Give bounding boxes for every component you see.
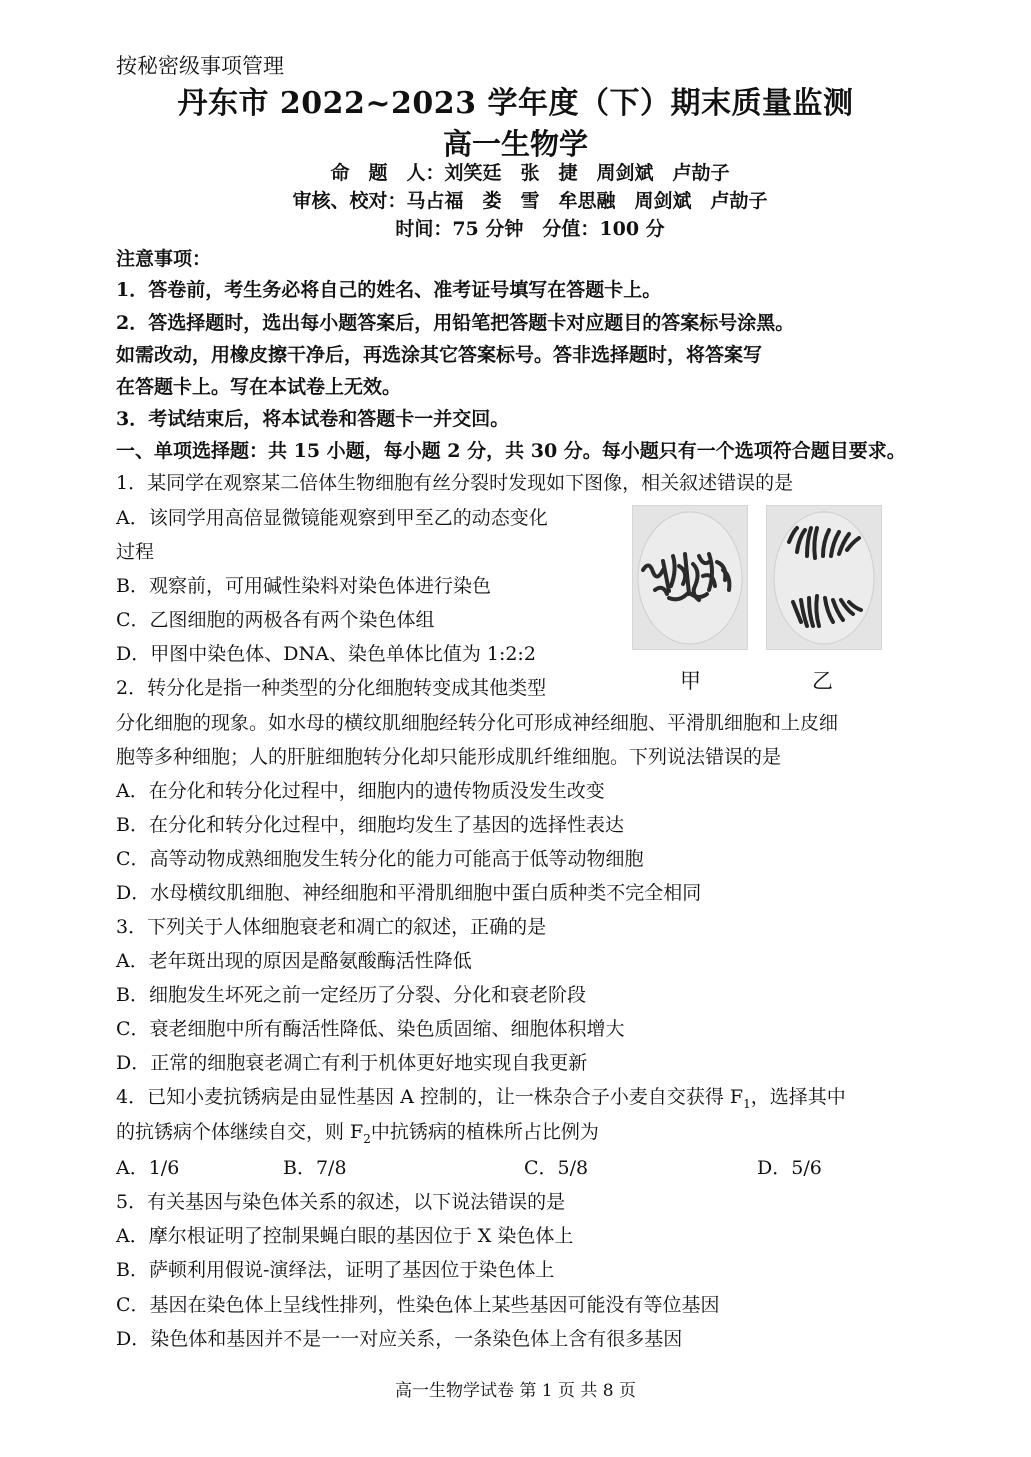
notes-item: 如需改动，用橡皮擦干净后，再选涂其它答案标号。答非选择题时，将答案写 — [116, 344, 763, 366]
exam-time-score: 时间：75 分钟 分值：100 分 — [395, 218, 665, 240]
secret-level-label: 按秘密级事项管理 — [116, 54, 284, 78]
question-1-option-b: B．观察前，可用碱性染料对染色体进行染色 — [116, 575, 491, 597]
question-5-option-c: C．基因在染色体上呈线性排列，性染色体上某些基因可能没有等位基因 — [116, 1294, 720, 1316]
question-3-stem: 3．下列关于人体细胞衰老和凋亡的叙述，正确的是 — [116, 916, 547, 938]
cell-image-yi — [766, 505, 882, 650]
question-1-option-d: D．甲图中染色体、DNA、染色单体比值为 1:2:2 — [116, 643, 536, 665]
question-3-option-a: A．老年斑出现的原因是酪氨酸酶活性降低 — [116, 950, 472, 972]
notes-item: 在答题卡上。写在本试卷上无效。 — [116, 376, 402, 398]
notes-heading: 注意事项： — [116, 248, 212, 270]
question-5-option-d: D．染色体和基因并不是一一对应关系，一条染色体上含有很多基因 — [116, 1328, 683, 1350]
exam-title: 丹东市 2022~2023 学年度（下）期末质量监测 — [177, 86, 854, 121]
question-2-stem-cont: 分化细胞的现象。如水母的横纹肌细胞经转分化可形成神经细胞、平滑肌细胞和上皮细 — [116, 712, 839, 734]
question-5-option-b: B．萨顿利用假说-演绎法，证明了基因位于染色体上 — [116, 1259, 555, 1281]
question-5-option-a: A．摩尔根证明了控制果蝇白眼的基因位于 X 染色体上 — [116, 1225, 574, 1247]
question-1-option-a-cont: 过程 — [116, 541, 155, 563]
exam-subject: 高一生物学 — [442, 127, 588, 161]
subscript: 1 — [743, 1096, 751, 1111]
question-4-stem-text: 中抗锈病的植株所占比例为 — [370, 1121, 599, 1143]
question-4-stem-text: 4．已知小麦抗锈病是由显性基因 A 控制的，让一株杂合子小麦自交获得 F — [116, 1086, 744, 1108]
question-4-stem-text: 的抗锈病个体继续自交，则 F — [116, 1121, 364, 1143]
page-footer: 高一生物学试卷 第 1 页 共 8 页 — [394, 1381, 637, 1401]
subscript: 2 — [363, 1131, 371, 1146]
question-5-stem: 5．有关基因与染色体关系的叙述，以下说法错误的是 — [116, 1191, 566, 1213]
figure-label-jia: 甲 — [680, 669, 701, 693]
notes-item: 3．考试结束后，将本试卷和答题卡一并交回。 — [116, 408, 510, 430]
notes-item: 1．答卷前，考生务必将自己的姓名、准考证号填写在答题卡上。 — [116, 279, 662, 301]
question-2-stem: 2．转分化是指一种类型的分化细胞转变成其他类型 — [116, 677, 547, 699]
question-3-option-b: B．细胞发生坏死之前一定经历了分裂、分化和衰老阶段 — [116, 984, 586, 1006]
question-4-stem — [116, 1082, 846, 1111]
question-3-option-c: C．衰老细胞中所有酶活性降低、染色质固缩、细胞体积增大 — [116, 1018, 625, 1040]
question-1-option-a: A．该同学用高倍显微镜能观察到甲至乙的动态变化 — [116, 507, 548, 529]
question-4-option-b: B．7/8 — [283, 1157, 347, 1179]
question-4-option-a: A．1/6 — [116, 1157, 180, 1179]
exam-reviewers: 审核、校对：马占福 娄 雪 牟思融 周剑斌 卢劼子 — [292, 190, 768, 212]
question-1-stem: 1．某同学在观察某二倍体生物细胞有丝分裂时发现如下图像，相关叙述错误的是 — [116, 472, 794, 494]
question-4-option-c: C．5/8 — [524, 1157, 589, 1179]
section-heading: 一、单项选择题：共 15 小题，每小题 2 分，共 30 分。每小题只有一个选项符合题目要求。 — [116, 440, 906, 462]
question-4-stem-text: ，选择其中 — [750, 1086, 846, 1108]
cell-image-jia — [632, 505, 748, 650]
exam-authors: 命 题 人：刘笑廷 张 捷 周剑斌 卢劼子 — [330, 162, 730, 184]
question-2-option-a: A．在分化和转分化过程中，细胞内的遗传物质没发生改变 — [116, 780, 605, 802]
question-2-option-c: C．高等动物成熟细胞发生转分化的能力可能高于低等动物细胞 — [116, 848, 644, 870]
figure-label-yi: 乙 — [812, 669, 833, 693]
notes-item: 2．答选择题时，选出每小题答案后，用铅笔把答题卡对应题目的答案标号涂黑。 — [116, 312, 795, 334]
question-4-option-d: D．5/6 — [757, 1157, 822, 1179]
question-2-option-d: D．水母横纹肌细胞、神经细胞和平滑肌细胞中蛋白质种类不完全相同 — [116, 882, 702, 904]
question-2-stem-cont: 胞等多种细胞；人的肝脏细胞转分化却只能形成肌纤维细胞。下列说法错误的是 — [116, 746, 782, 768]
metaphase-chromosomes-image — [633, 506, 747, 649]
question-4-stem-cont — [116, 1117, 599, 1146]
question-3-option-d: D．正常的细胞衰老凋亡有利于机体更好地实现自我更新 — [116, 1052, 588, 1074]
anaphase-chromosomes-image — [767, 506, 881, 649]
question-1-option-c: C．乙图细胞的两极各有两个染色体组 — [116, 609, 435, 631]
question-2-option-b: B．在分化和转分化过程中，细胞均发生了基因的选择性表达 — [116, 814, 624, 836]
mitosis-figure — [632, 505, 882, 695]
